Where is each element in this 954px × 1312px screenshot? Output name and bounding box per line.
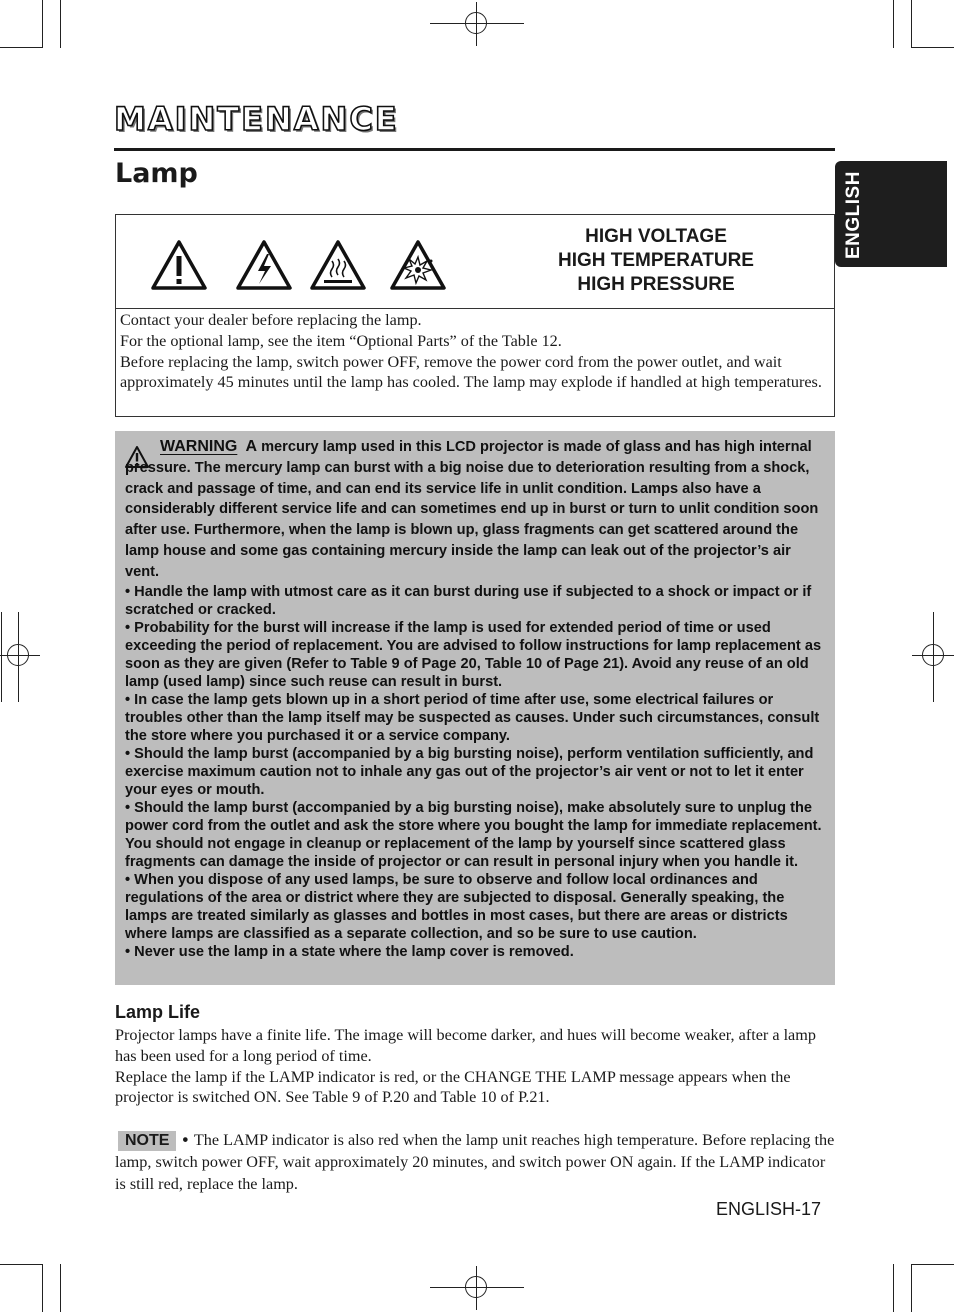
page-number: ENGLISH-17 [716, 1199, 822, 1219]
hazard-text-line: For the optional lamp, see the item “Optional Parts” of the Table 12. [120, 331, 562, 350]
note-badge: NOTE [118, 1131, 176, 1151]
hazard-header [116, 215, 834, 309]
warning-bullet: • In case the lamp gets blown up in a short period of time after use, some electrical failures or troubles other than the lamp itself may be suspected as causes. Under such circumstances, consult the store where you purchased it or a service company. [125, 691, 820, 744]
lamp-life-paragraph: Projector lamps have a finite life. The image will become darker, and hues will become weaker, after a lamp has been used for a long period of time. [115, 1026, 816, 1065]
warning-bullet: • Probability for the burst will increase if the lamp is used for extended period of time or used exceeding the period of replacement. You are advised to follow instructions for lamp replacement as soon as they are given (Refer to Table 9 of Page 20, Table 10 of Page 21). Avoid any reuse of an old lamp (used lamp) since such reuse can result in burst. [125, 619, 822, 690]
warning-intro-text: mercury lamp used in this LCD projector is made of glass and has high internal pressure. The mercury lamp can burst with a big noise due to deterioration resulting from a shock, crack and passage of time, and can end its service life in unlit condition. Lamps also have a considerably different service life and can sometimes end up in burst or turn to unlit condition soon after use. Furthermore, when the lamp is blown up, glass fragments can get scattered around the lamp house and some gas containing mercury inside the lamp can leak out of the projector’s air vent. [125, 439, 819, 580]
hazard-label-voltage: HIGH VOLTAGE [585, 226, 727, 247]
note-text: The LAMP indicator is also red when the lamp unit reaches high temperature. Before replacing the lamp, switch power OFF, wait approximately 20 minutes, and switch power ON again. If the LAMP indicator is still red, replace the lamp. [115, 1131, 835, 1193]
warning-bullet: • Should the lamp burst (accompanied by a big bursting noise), make absolutely sure to unplug the power cord from the outlet and ask the store where you bought the lamp for immediate replacement. You should not engage in cleanup or replacement of the lamp by yourself since scattered glass fragments can damage the inside of projector or can result in personal injury when you handle it. [125, 799, 822, 870]
warning-label: WARNING [160, 438, 238, 455]
warning-bullet: • When you dispose of any used lamps, be sure to observe and follow local ordinances and regulations of the area or district where they are subjected to disposal. Generally speaking, the lamps are treated similarly as glasses and bottles in most cases, but there are areas or districts where lamps are classified as a separate collection, and so be sure to use caution. [125, 871, 788, 942]
hazard-labels [536, 225, 776, 297]
warning-bullet: • Should the lamp burst (accompanied by a big bursting noise), perform ventilation sufficiently, and exercise maximum caution not to inhale any gas out of the projector’s air vent or not to let it enter your eyes or mouth. [125, 745, 814, 798]
title-rule [114, 148, 835, 151]
warning-bullet: • Handle the lamp with utmost care as it can burst during use if subjected to a shock or impact or if scratched or cracked. [125, 583, 812, 618]
warning-icon [150, 239, 208, 291]
note-block [115, 1129, 840, 1195]
language-tab-label: ENGLISH [843, 171, 864, 259]
hot-surface-icon [309, 239, 367, 291]
hazard-label-pressure: HIGH PRESSURE [577, 274, 735, 295]
electric-shock-icon [235, 239, 293, 291]
note-bullet: • [182, 1131, 189, 1149]
warning-box [115, 431, 835, 985]
page-title: MAINTENANCE [114, 100, 399, 138]
hazard-box [115, 214, 835, 417]
warning-intro [125, 437, 825, 583]
warning-lead: A [245, 438, 257, 455]
language-tab [835, 161, 947, 267]
hazard-label-temperature: HIGH TEMPERATURE [558, 250, 754, 271]
warning-bullet: • Never use the lamp in a state where the lamp cover is removed. [125, 943, 574, 960]
lamp-life-heading: Lamp Life [115, 1002, 201, 1022]
lamp-life-paragraph: Replace the lamp if the LAMP indicator is red, or the CHANGE THE LAMP message appears when the projector is switched ON. See Table 9 of P.20 and Table 10 of P.21. [115, 1067, 791, 1107]
lamp-life-body [115, 1025, 835, 1108]
hazard-text-line: Contact your dealer before replacing the lamp. [120, 311, 422, 329]
hazard-instructions [120, 310, 832, 393]
explosion-icon [389, 239, 447, 291]
warning-bullets [125, 583, 825, 961]
hazard-text-line: Before replacing the lamp, switch power OFF, remove the power cord from the power outlet, and wait approximately 45 minutes until the lamp has cooled. The lamp may explode if handled at high temperatures. [120, 352, 822, 392]
section-heading: Lamp [115, 158, 198, 189]
